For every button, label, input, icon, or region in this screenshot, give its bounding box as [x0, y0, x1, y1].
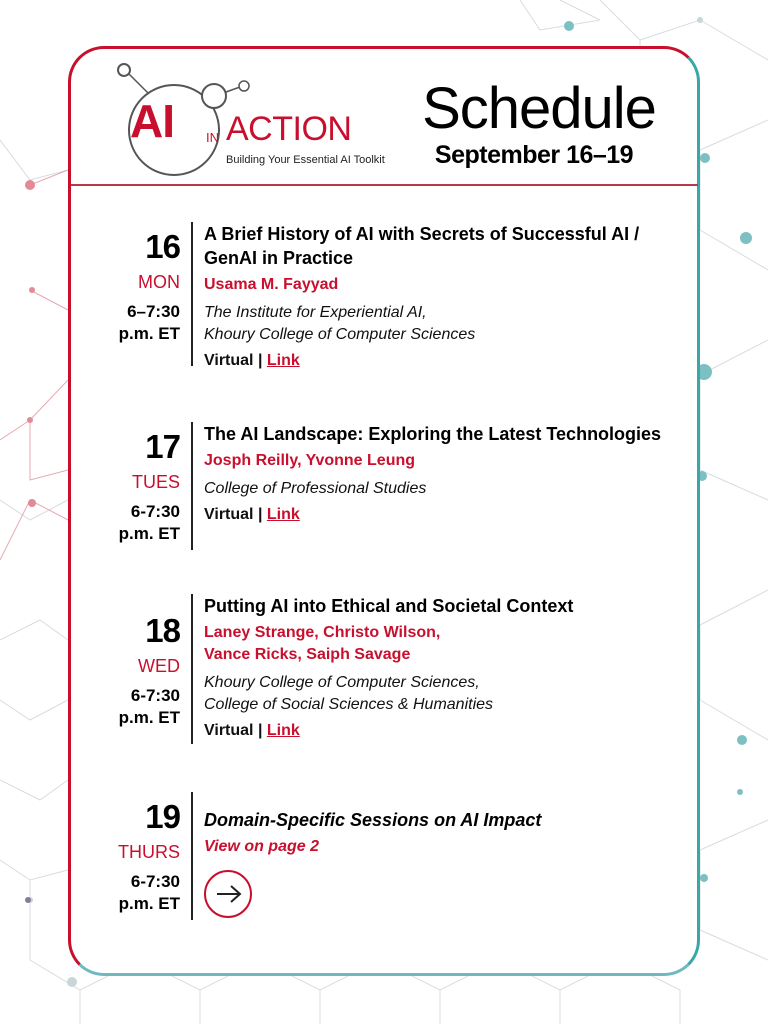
- org-line: College of Social Sciences & Humanities: [204, 696, 494, 713]
- session-date: [100, 792, 180, 915]
- session-venue: Virtual | Link: [204, 352, 300, 369]
- day-name: MON: [138, 272, 180, 292]
- day-name: TUES: [131, 472, 180, 492]
- time-range: 6-7:30: [130, 872, 180, 891]
- session-speakers: Josph Reilly, Yvonne Leung: [204, 452, 416, 469]
- day-number: 17: [145, 428, 180, 465]
- session-organization: [204, 672, 664, 716]
- session-title: Putting AI into Ethical and Societal Context: [204, 596, 574, 616]
- logo-ai-text: AI: [130, 95, 174, 147]
- session-divider: [191, 222, 193, 366]
- session-link[interactable]: Link: [266, 506, 300, 523]
- org-line: Khoury College of Computer Sciences: [204, 326, 476, 343]
- session-time: [100, 501, 180, 545]
- session-date: [100, 222, 180, 345]
- header-divider: [71, 184, 698, 186]
- session-date: [100, 422, 180, 545]
- page-2-reference: View on page 2: [204, 838, 319, 855]
- org-line: College of Professional Studies: [204, 480, 427, 497]
- logo-in-text: IN: [206, 130, 219, 145]
- session-divider: [191, 792, 193, 920]
- session-divider: [191, 594, 193, 744]
- session-title: A Brief History of AI with Secrets of Successful AI / GenAI in Practice: [204, 224, 640, 268]
- ai-in-action-logo: [114, 58, 384, 176]
- logo-tagline: Building Your Essential AI Toolkit: [226, 154, 385, 166]
- session-link[interactable]: Link: [266, 722, 300, 739]
- day-number: 16: [145, 228, 180, 265]
- session-title: Domain-Specific Sessions on AI Impact: [204, 810, 542, 830]
- session-time: [100, 685, 180, 729]
- speaker-line: Laney Strange, Christo Wilson,: [204, 624, 441, 641]
- time-zone: p.m. ET: [118, 524, 180, 543]
- speaker-line: Vance Ricks, Saiph Savage: [204, 646, 411, 663]
- org-line: The Institute for Experiential AI,: [204, 304, 427, 321]
- time-zone: p.m. ET: [118, 894, 180, 913]
- session-organization: [204, 478, 664, 500]
- time-zone: p.m. ET: [118, 708, 180, 727]
- venue-text: Virtual: [204, 352, 254, 369]
- session-title: The AI Landscape: Exploring the Latest Technologies: [204, 424, 662, 444]
- venue-text: Virtual: [204, 722, 254, 739]
- venue-text: Virtual: [204, 506, 254, 523]
- session-speakers: [204, 622, 664, 666]
- org-line: Khoury College of Computer Sciences,: [204, 674, 480, 691]
- page-date-range: September 16–19: [434, 141, 634, 169]
- time-range: 6–7:30: [127, 302, 180, 321]
- session-divider: [191, 422, 193, 550]
- session-organization: [204, 302, 664, 346]
- arrow-right-icon: [215, 884, 243, 904]
- logo-action-text: ACTION: [226, 110, 352, 148]
- session-speakers: Usama M. Fayyad: [204, 276, 339, 293]
- time-zone: p.m. ET: [118, 324, 180, 343]
- session-link[interactable]: Link: [266, 352, 300, 369]
- day-name: THURS: [118, 842, 180, 862]
- time-range: 6-7:30: [130, 686, 180, 705]
- session-venue: Virtual | Link: [204, 722, 300, 739]
- day-number: 19: [145, 798, 180, 835]
- session-date: [100, 594, 180, 729]
- page-title: Schedule: [422, 76, 656, 141]
- next-page-button[interactable]: [204, 870, 252, 918]
- session-venue: Virtual | Link: [204, 506, 300, 523]
- time-range: 6-7:30: [130, 502, 180, 521]
- day-number: 18: [145, 612, 180, 649]
- day-name: WED: [138, 656, 180, 676]
- session-time: [100, 301, 180, 345]
- session-time: [100, 871, 180, 915]
